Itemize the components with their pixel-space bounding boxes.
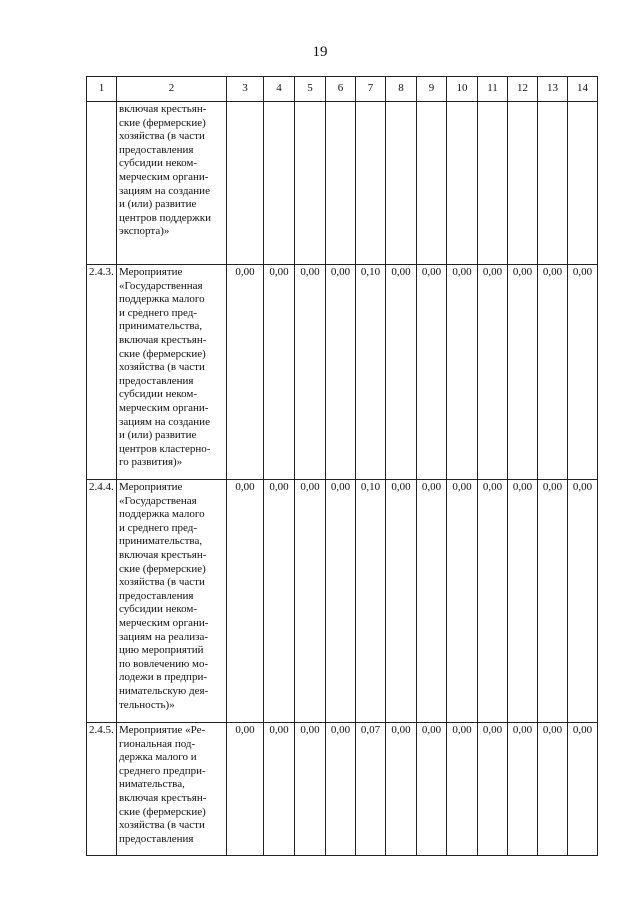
description-line: и (или) развитие <box>119 198 197 211</box>
header-cell: 10 <box>447 77 478 102</box>
description-line: ские (фермерские) <box>119 562 206 575</box>
value-cell: 0,00 <box>295 723 326 856</box>
value-cell: 0,00 <box>227 480 264 723</box>
description-line: ские (фермерские) <box>119 347 206 360</box>
table-row <box>87 265 598 480</box>
value-cell: 0,00 <box>326 480 356 723</box>
row-description <box>117 102 227 265</box>
row-description <box>117 265 227 480</box>
description-line: центров поддержки <box>119 211 212 224</box>
value-cell: 0,00 <box>508 723 538 856</box>
description-line: экспорта)» <box>119 225 170 238</box>
description-line: и среднего пред- <box>119 306 197 319</box>
description-line: и среднего пред- <box>119 521 197 534</box>
description-line: включая крестьян- <box>119 333 207 346</box>
value-cell: 0,00 <box>417 723 447 856</box>
description-line: принимательства, <box>119 320 203 333</box>
description-line: зациям на создание <box>119 415 210 428</box>
description-line: субсидии неком- <box>119 157 198 170</box>
header-cell: 9 <box>417 77 447 102</box>
value-cell: 0,00 <box>508 265 538 480</box>
description-line: среднего предпри- <box>119 764 206 777</box>
description-line: мерческим органи- <box>119 401 209 414</box>
description-line: предоставления <box>119 832 194 845</box>
value-cell: 0,00 <box>447 723 478 856</box>
header-cell: 14 <box>568 77 598 102</box>
value-cell: 0,00 <box>386 480 417 723</box>
description-line: нимательства, <box>119 778 185 791</box>
header-cell: 12 <box>508 77 538 102</box>
value-cell: 0,00 <box>538 480 568 723</box>
header-cell: 13 <box>538 77 568 102</box>
value-cell: 0,00 <box>417 265 447 480</box>
description-line: поддержка малого <box>119 293 205 306</box>
value-cell: 0,07 <box>356 723 386 856</box>
value-cell <box>227 102 264 265</box>
header-cell: 5 <box>295 77 326 102</box>
header-cell: 2 <box>117 77 227 102</box>
row-description <box>117 723 227 856</box>
description-line: хозяйства (в части <box>119 130 205 143</box>
description-line: центров кластерно- <box>119 442 211 455</box>
description-line: нимательскую дея- <box>119 684 209 697</box>
description-line: ские (фермерские) <box>119 116 206 129</box>
value-cell: 0,00 <box>538 265 568 480</box>
value-cell: 0,00 <box>326 265 356 480</box>
description-line: зациям на создание <box>119 184 210 197</box>
header-cell: 3 <box>227 77 264 102</box>
table-row <box>87 102 598 265</box>
value-cell <box>386 102 417 265</box>
description-line: хозяйства (в части <box>119 576 205 589</box>
table-header-row <box>87 77 598 102</box>
header-cell: 1 <box>87 77 117 102</box>
value-cell <box>326 102 356 265</box>
value-cell: 0,10 <box>356 265 386 480</box>
value-cell: 0,10 <box>356 480 386 723</box>
description-line: тельность)» <box>119 698 175 711</box>
value-cell <box>538 102 568 265</box>
description-line: и (или) развитие <box>119 429 197 442</box>
description-line: ские (фермерские) <box>119 805 206 818</box>
row-description <box>117 480 227 723</box>
description-line: цию мероприятий <box>119 644 204 657</box>
description-line: го развития)» <box>119 456 183 469</box>
value-cell: 0,00 <box>227 265 264 480</box>
description-line: хозяйства (в части <box>119 361 205 374</box>
description-line: по вовлечению мо- <box>119 657 209 670</box>
description-line: мерческим органи- <box>119 616 209 629</box>
value-cell: 0,00 <box>264 480 295 723</box>
description-line: лодежи в предпри- <box>119 671 207 684</box>
value-cell: 0,00 <box>538 723 568 856</box>
description-line: принимательства, <box>119 535 203 548</box>
page-number: 19 <box>312 44 328 60</box>
description-line: субсидии неком- <box>119 388 198 401</box>
header-cell: 6 <box>326 77 356 102</box>
value-cell: 0,00 <box>386 723 417 856</box>
description-line: гиональная под- <box>119 737 196 750</box>
description-line: предоставления <box>119 589 194 602</box>
table-row <box>87 723 598 856</box>
value-cell: 0,00 <box>386 265 417 480</box>
value-cell: 0,00 <box>568 723 598 856</box>
description-line: Мероприятие «Ре- <box>119 724 206 736</box>
header-cell: 7 <box>356 77 386 102</box>
value-cell <box>508 102 538 265</box>
value-cell: 0,00 <box>568 265 598 480</box>
value-cell <box>568 102 598 265</box>
value-cell <box>295 102 326 265</box>
value-cell <box>417 102 447 265</box>
row-number: 2.4.4. <box>87 480 117 723</box>
value-cell: 0,00 <box>295 480 326 723</box>
description-line: поддержка малого <box>119 508 205 521</box>
table-row <box>87 480 598 723</box>
value-cell: 0,00 <box>447 265 478 480</box>
value-cell: 0,00 <box>478 480 508 723</box>
header-cell: 11 <box>478 77 508 102</box>
value-cell <box>478 102 508 265</box>
description-line: мерческим органи- <box>119 170 209 183</box>
value-cell: 0,00 <box>326 723 356 856</box>
description-line: включая крестьян- <box>119 103 207 115</box>
value-cell: 0,00 <box>447 480 478 723</box>
value-cell <box>447 102 478 265</box>
description-line: зациям на реализа- <box>119 630 209 643</box>
budget-table <box>86 76 598 856</box>
value-cell: 0,00 <box>264 723 295 856</box>
value-cell: 0,00 <box>295 265 326 480</box>
description-line: предоставления <box>119 143 194 156</box>
value-cell: 0,00 <box>227 723 264 856</box>
description-line: хозяйства (в части <box>119 819 205 832</box>
description-line: включая крестьян- <box>119 791 207 804</box>
description-line: Мероприятие <box>119 481 183 493</box>
value-cell: 0,00 <box>478 265 508 480</box>
header-cell: 8 <box>386 77 417 102</box>
description-line: включая крестьян- <box>119 548 207 561</box>
value-cell <box>356 102 386 265</box>
value-cell: 0,00 <box>478 723 508 856</box>
value-cell: 0,00 <box>264 265 295 480</box>
row-number: 2.4.3. <box>87 265 117 480</box>
value-cell: 0,00 <box>508 480 538 723</box>
description-line: держка малого и <box>119 751 197 764</box>
row-number: 2.4.5. <box>87 723 117 856</box>
header-cell: 4 <box>264 77 295 102</box>
value-cell: 0,00 <box>417 480 447 723</box>
description-line: предоставления <box>119 374 194 387</box>
description-line: Мероприятие <box>119 266 183 278</box>
value-cell <box>264 102 295 265</box>
row-number <box>87 102 117 265</box>
value-cell: 0,00 <box>568 480 598 723</box>
description-line: субсидии неком- <box>119 603 198 616</box>
description-line: «Государственная <box>119 279 203 292</box>
description-line: «Государственая <box>119 494 197 507</box>
